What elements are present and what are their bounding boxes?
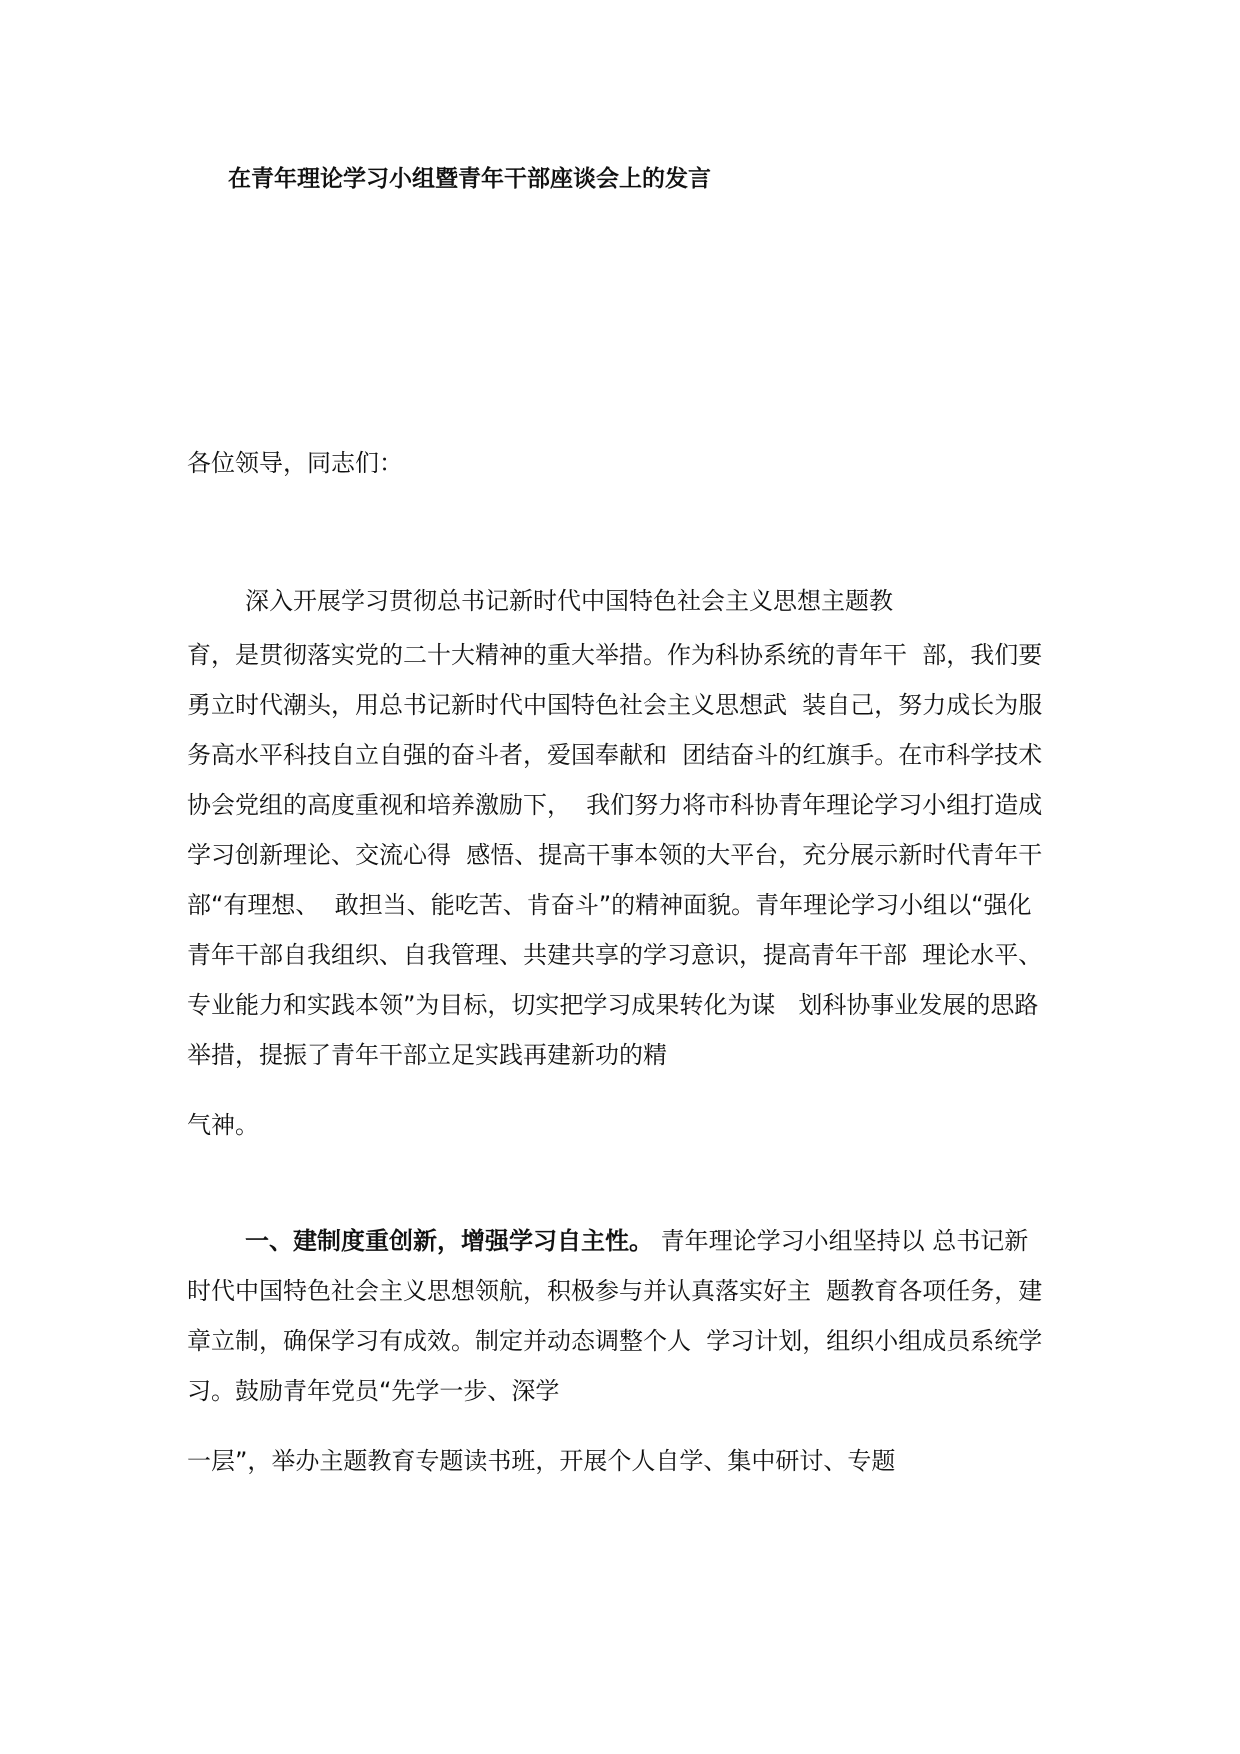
paragraph1-line: 务高水平科技自立自强的奋斗者，爱国奉献和 团结奋斗的红旗手。在市科学技术 — [187, 741, 1043, 769]
paragraph2-text: 青年理论学习小组坚持以 总书记新 — [653, 1227, 1029, 1255]
paragraph1-line: 举措，提振了青年干部立足实践再建新功的精 — [187, 1041, 667, 1069]
document-title: 在青年理论学习小组暨青年干部座谈会上的发言 — [228, 166, 711, 192]
paragraph1-line: 专业能力和实践本领”为目标，切实把学习成果转化为谋 划科协事业发展的思路 — [187, 991, 1039, 1019]
paragraph1-line: 青年干部自我组织、自我管理、共建共享的学习意识，提高青年干部 理论水平、 — [187, 941, 1043, 969]
salutation: 各位领导，同志们： — [187, 449, 403, 477]
paragraph2-line: 章立制，确保学习有成效。制定并动态调整个人 学习计划，组织小组成员系统学 — [187, 1327, 1043, 1355]
paragraph1-line: 部“有理想、 敢担当、能吃苦、肯奋斗”的精神面貌。青年理论学习小组以“强化 — [187, 891, 1032, 919]
paragraph1-line: 协会党组的高度重视和培养激励下， 我们努力将市科协青年理论学习小组打造成 — [187, 791, 1043, 819]
section-heading: 一、建制度重创新，增强学习自主性。 — [245, 1227, 653, 1255]
paragraph2-line: 时代中国特色社会主义思想领航，积极参与并认真落实好主 题教育各项任务，建 — [187, 1277, 1043, 1305]
paragraph2-line: 一层”，举办主题教育专题读书班，开展个人自学、集中研讨、专题 — [187, 1447, 896, 1475]
paragraph1-line: 育，是贯彻落实党的二十大精神的重大举措。作为科协系统的青年干 部，我们要 — [187, 641, 1043, 669]
paragraph1-line: 学习创新理论、交流心得 感悟、提高干事本领的大平台，充分展示新时代青年干 — [187, 841, 1043, 869]
paragraph2-first-line — [245, 1226, 1028, 1256]
paragraph1-line: 气神。 — [187, 1111, 259, 1139]
paragraph1-line: 勇立时代潮头，用总书记新时代中国特色社会主义思想武 装自己，努力成长为服 — [187, 691, 1043, 719]
paragraph1-line: 深入开展学习贯彻总书记新时代中国特色社会主义思想主题教 — [245, 587, 893, 615]
paragraph2-line: 习。鼓励青年党员“先学一步、深学 — [187, 1377, 560, 1405]
